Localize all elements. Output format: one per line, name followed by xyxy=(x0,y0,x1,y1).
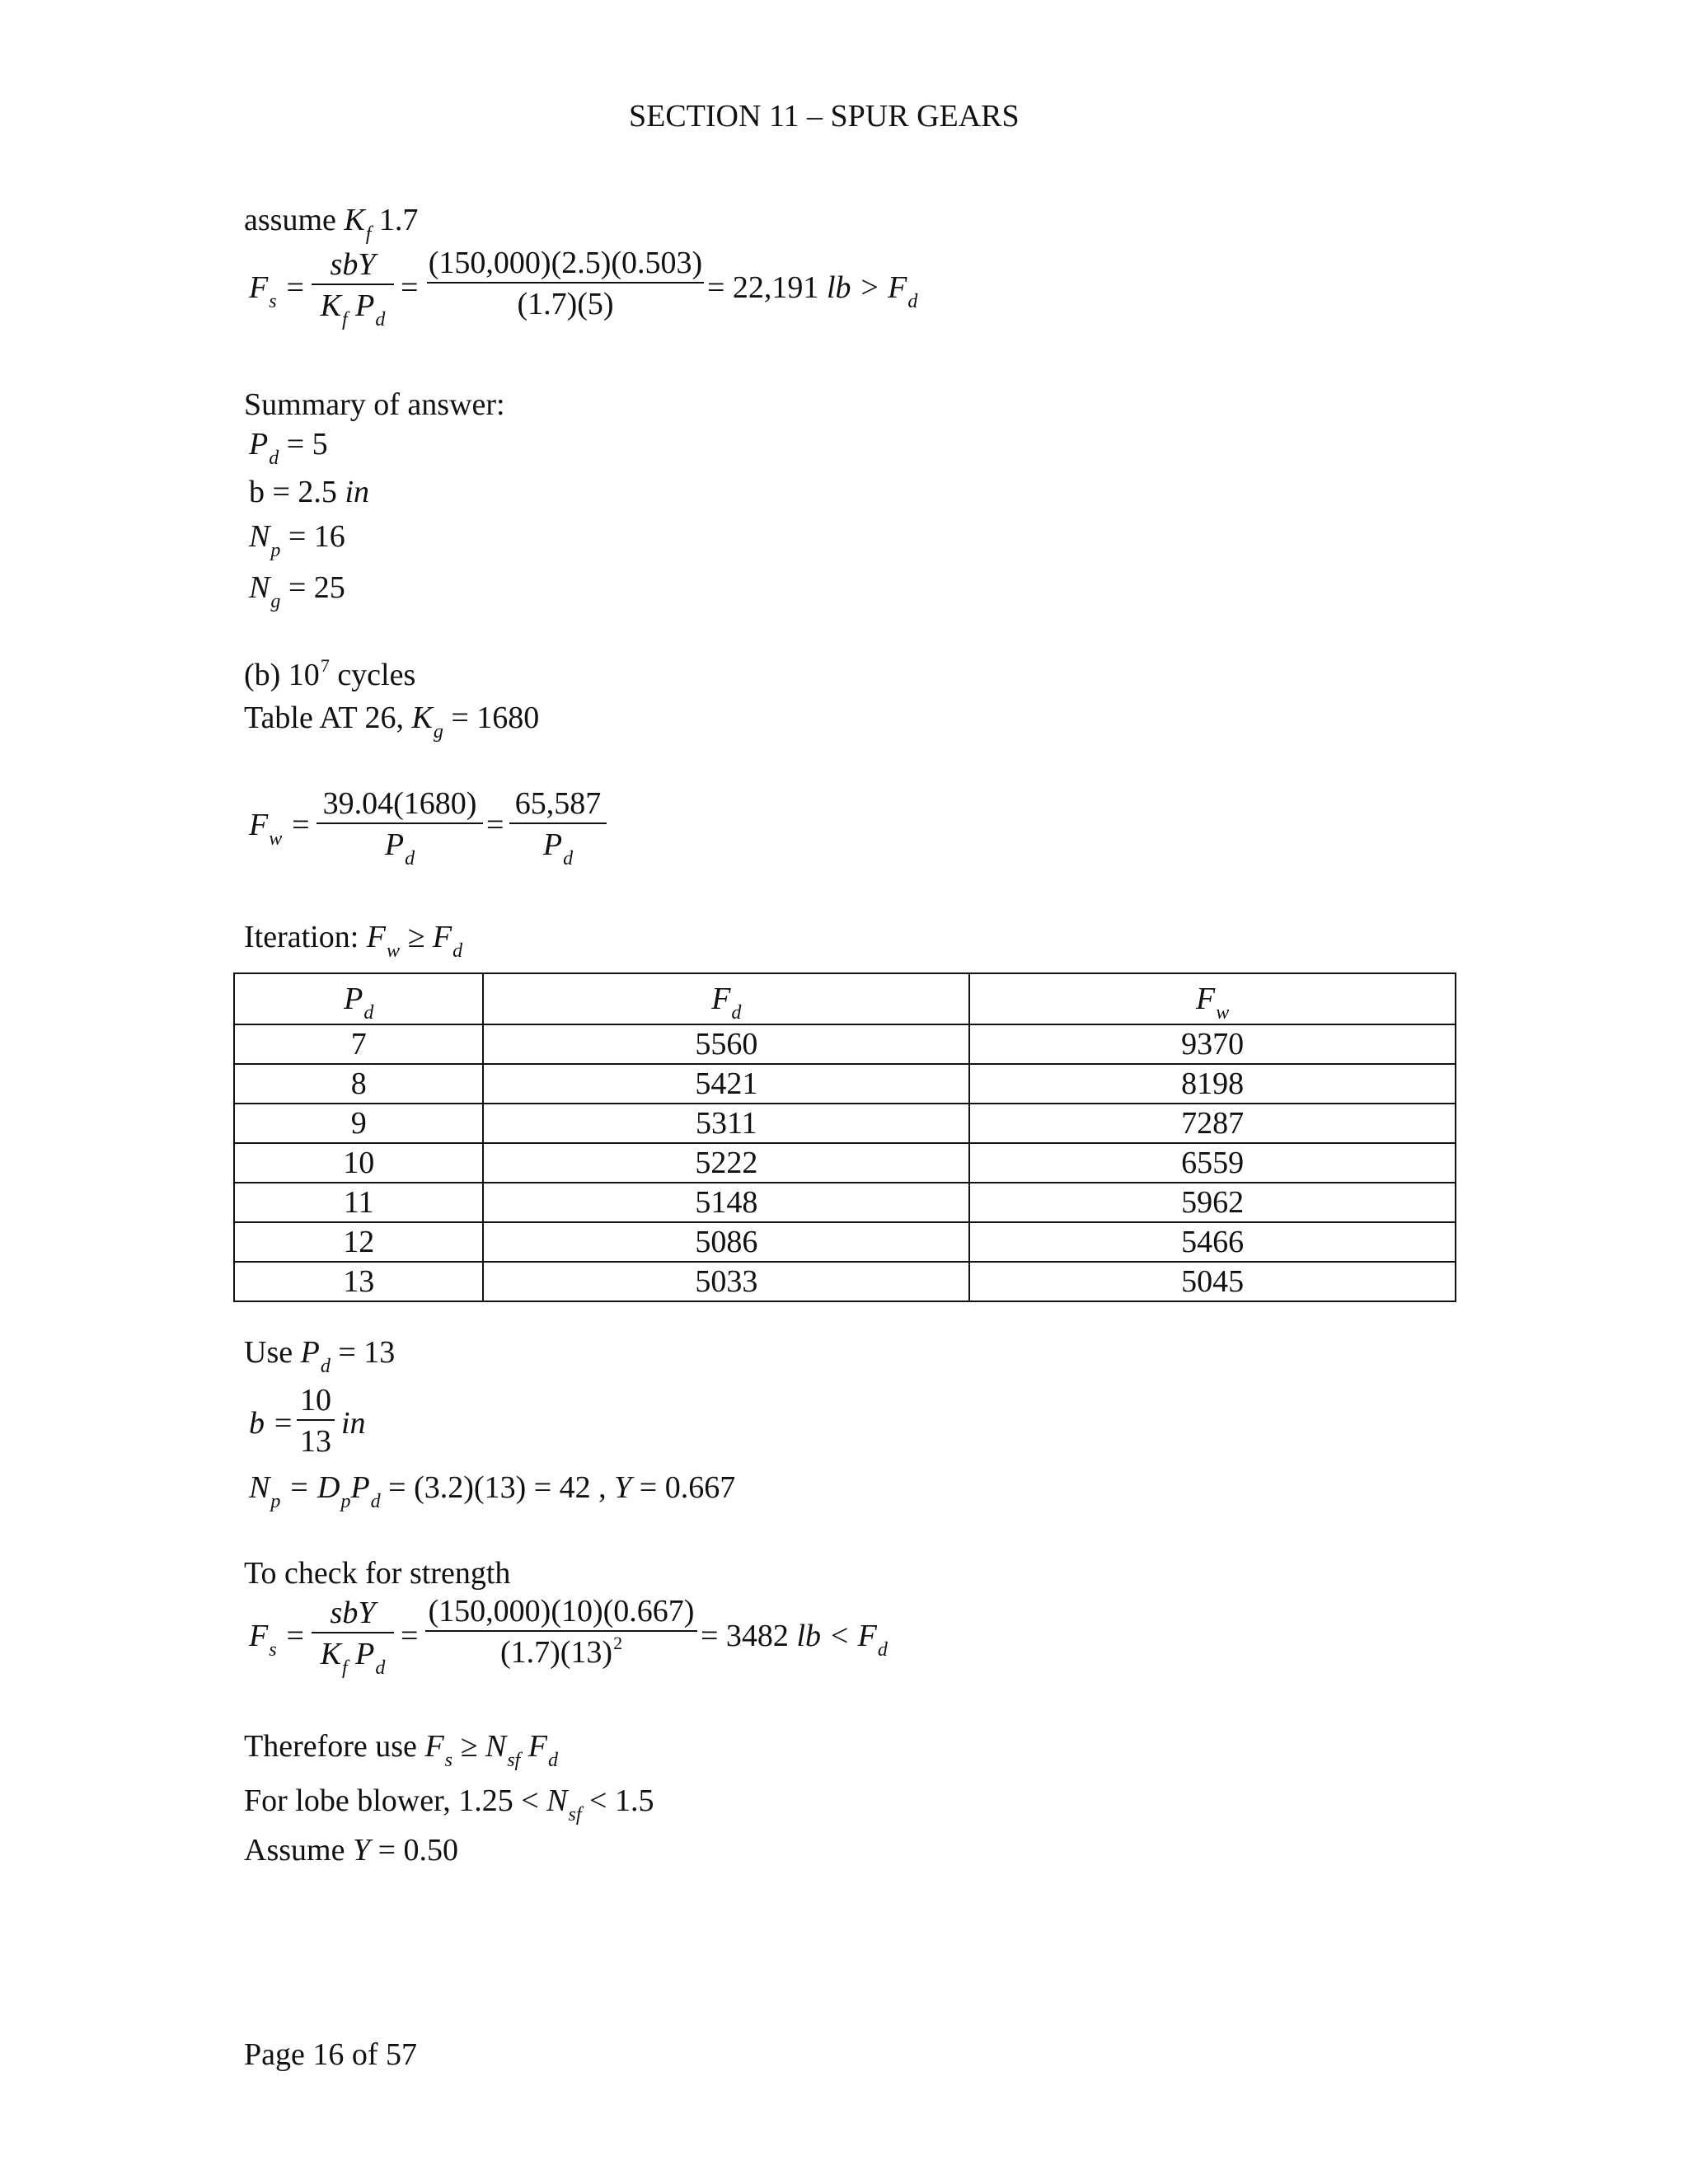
fs-result-compare: > F xyxy=(859,270,907,305)
use-np-line: $N_p = D_pP_d = (3.2)(13) = 42$ , Y = 0.667 xyxy=(249,1470,736,1512)
fs2-den-base: (1.7)(13) xyxy=(499,1635,613,1670)
assume-y-line: Assume Y = 0.50 xyxy=(244,1833,459,1868)
table-row xyxy=(234,1064,1456,1104)
fs-result: = 22,191 lb > $F_d$ xyxy=(707,270,918,312)
part-b-label: (b) 10 xyxy=(244,658,320,692)
iteration-label-text: Iteration: xyxy=(244,920,359,954)
use-b-fraction xyxy=(297,1385,335,1457)
table-cell: 5421 xyxy=(483,1064,969,1104)
equals-sign: = xyxy=(401,270,419,305)
table-cell: 5560 xyxy=(483,1024,969,1064)
summary-b-value: b = 2.5 xyxy=(249,475,337,509)
table-row xyxy=(234,1222,1456,1262)
table-row xyxy=(234,1183,1456,1222)
table-cell: 8198 xyxy=(969,1064,1456,1104)
summary-pd-value: = 5 xyxy=(286,427,328,462)
use-pd-value: = 13 xyxy=(338,1335,396,1370)
table-cell: 5466 xyxy=(969,1222,1456,1262)
summary-b-unit: in xyxy=(345,475,369,509)
table-ref: Table AT 26, xyxy=(244,701,405,735)
assume-y-value: = 0.50 xyxy=(377,1833,459,1868)
fw-denominator-1: $P_d$ xyxy=(384,827,415,869)
table-cell: 13 xyxy=(234,1262,483,1301)
summary-ng-value: = 25 xyxy=(288,570,345,605)
iteration-label: Iteration: $F_w \ge F_d$ xyxy=(244,920,463,962)
fs-numeric-numerator: (150,000)(2.5)(0.503) xyxy=(428,246,703,280)
fw-denominator-2: $P_d$ xyxy=(542,827,574,869)
summary-ng: $N_g = 25$ xyxy=(249,570,345,612)
fs2-numerator: sbY xyxy=(330,1596,376,1630)
table-cell: 10 xyxy=(234,1143,483,1183)
table-cell: 9 xyxy=(234,1104,483,1143)
fs-result-unit: lb xyxy=(826,270,851,305)
use-b-symbol: b = xyxy=(249,1406,294,1441)
page-header: SECTION 11 – SPUR GEARS xyxy=(629,99,1020,134)
fw-numerator-2: 65,587 xyxy=(514,786,602,821)
fs-denominator: $K_f$ $P_d$ xyxy=(320,288,386,330)
fs2-result-compare: < F xyxy=(828,1619,877,1653)
fs-result-value: = 22,191 xyxy=(707,270,819,305)
fw-fraction-1 xyxy=(316,786,483,869)
lobe-blower-line: For lobe blower, $1.25 < N_{sf} < 1.5$ xyxy=(244,1783,654,1825)
fs2-denominator: $K_f$ $P_d$ xyxy=(320,1637,386,1679)
fw-symbol: $F_w$ = xyxy=(249,808,312,850)
table-cell: 5086 xyxy=(483,1222,969,1262)
fs-numerator: sbY xyxy=(330,247,376,282)
equals-sign-2: = xyxy=(486,808,504,842)
col-header-fw: $F_w$ xyxy=(969,973,1456,1024)
therefore-line: Therefore use $F_s \ge N_{sf}$ $F_d$ xyxy=(244,1729,558,1771)
fs2-result: = 3482 lb < $F_d$ xyxy=(701,1619,888,1661)
use-b-numerator: 10 xyxy=(300,1383,331,1418)
table-cell: 5962 xyxy=(969,1183,1456,1222)
lobe-end: < 1.5 xyxy=(589,1783,654,1818)
table-cell: 7 xyxy=(234,1024,483,1064)
fs2-fraction-symbolic xyxy=(312,1596,394,1679)
use-y-value: = 0.667 xyxy=(639,1470,736,1505)
assume-y-label: Assume xyxy=(244,1833,345,1868)
table-cell: 9370 xyxy=(969,1024,1456,1064)
kf-value: 1.7 xyxy=(378,203,419,237)
fs2-numeric-numerator: (150,000)(10)(0.667) xyxy=(428,1594,695,1629)
table-row xyxy=(234,1104,1456,1143)
table-cell: 8 xyxy=(234,1064,483,1104)
lobe-text: For lobe blower, 1.25 < xyxy=(244,1783,539,1818)
table-cell: 5222 xyxy=(483,1143,969,1183)
table-row xyxy=(234,1024,1456,1064)
summary-b xyxy=(249,476,369,508)
fs2-fraction-numeric xyxy=(425,1596,697,1668)
table-cell: 5311 xyxy=(483,1104,969,1143)
table-cell: 12 xyxy=(234,1222,483,1262)
fs-numeric-denominator: (1.7)(5) xyxy=(517,287,614,321)
table-cell: 11 xyxy=(234,1183,483,1222)
fs2-result-unit: lb xyxy=(796,1619,821,1653)
therefore-text: Therefore use xyxy=(244,1729,417,1764)
strength-title: To check for strength xyxy=(244,1556,511,1591)
equals-sign-3: = xyxy=(401,1619,419,1653)
summary-np-value: = 16 xyxy=(288,519,345,554)
fw-numerator-1: 39.04(1680) xyxy=(322,786,477,821)
table-row xyxy=(234,1143,1456,1183)
part-b-exponent: 7 xyxy=(320,655,330,676)
table-cell: 7287 xyxy=(969,1104,1456,1143)
use-b-denominator: 13 xyxy=(300,1424,331,1459)
fs-fraction-symbolic xyxy=(312,247,394,330)
iteration-table xyxy=(233,972,1456,1302)
use-label: Use xyxy=(244,1335,293,1370)
fs2-symbol: $F_s$ = xyxy=(249,1619,306,1661)
part-b-cycles: cycles xyxy=(337,658,416,692)
fw-fraction-2 xyxy=(509,786,607,869)
fs-fraction-numeric xyxy=(427,247,704,320)
assume-label: assume xyxy=(244,203,336,237)
kg-value: = 1680 xyxy=(451,701,540,735)
use-pd-line: Use $P_d = 13$ xyxy=(244,1335,396,1377)
table-cell: 5148 xyxy=(483,1183,969,1222)
table-header-row xyxy=(234,973,1456,1024)
use-np-expr: = (3.2)(13) = 42 , xyxy=(388,1470,607,1505)
summary-pd: $P_d = 5$ xyxy=(249,427,328,469)
fs2-numeric-denominator xyxy=(425,1633,697,1670)
use-b-unit: in xyxy=(341,1406,366,1441)
assume-kf-line xyxy=(244,203,419,245)
table-cell: 5045 xyxy=(969,1262,1456,1301)
col-header-pd: $P_d$ xyxy=(234,973,483,1024)
col-header-fd: $F_d$ xyxy=(483,973,969,1024)
summary-title: Summary of answer: xyxy=(244,387,505,422)
page-number: Page 16 of 57 xyxy=(244,2037,418,2072)
table-cell: 5033 xyxy=(483,1262,969,1301)
kf-symbol: $K_f$ xyxy=(344,203,372,245)
table-row xyxy=(234,1262,1456,1301)
table-ref-line: Table AT 26, $K_g = 1680$ xyxy=(244,701,540,743)
fs2-den-exponent: 2 xyxy=(613,1633,623,1653)
fs-symbol: $F_s$ = xyxy=(249,270,306,312)
fs2-result-value: = 3482 xyxy=(701,1619,789,1653)
part-b-heading xyxy=(244,655,416,692)
table-cell: 6559 xyxy=(969,1143,1456,1183)
summary-np: $N_p = 16$ xyxy=(249,519,345,561)
